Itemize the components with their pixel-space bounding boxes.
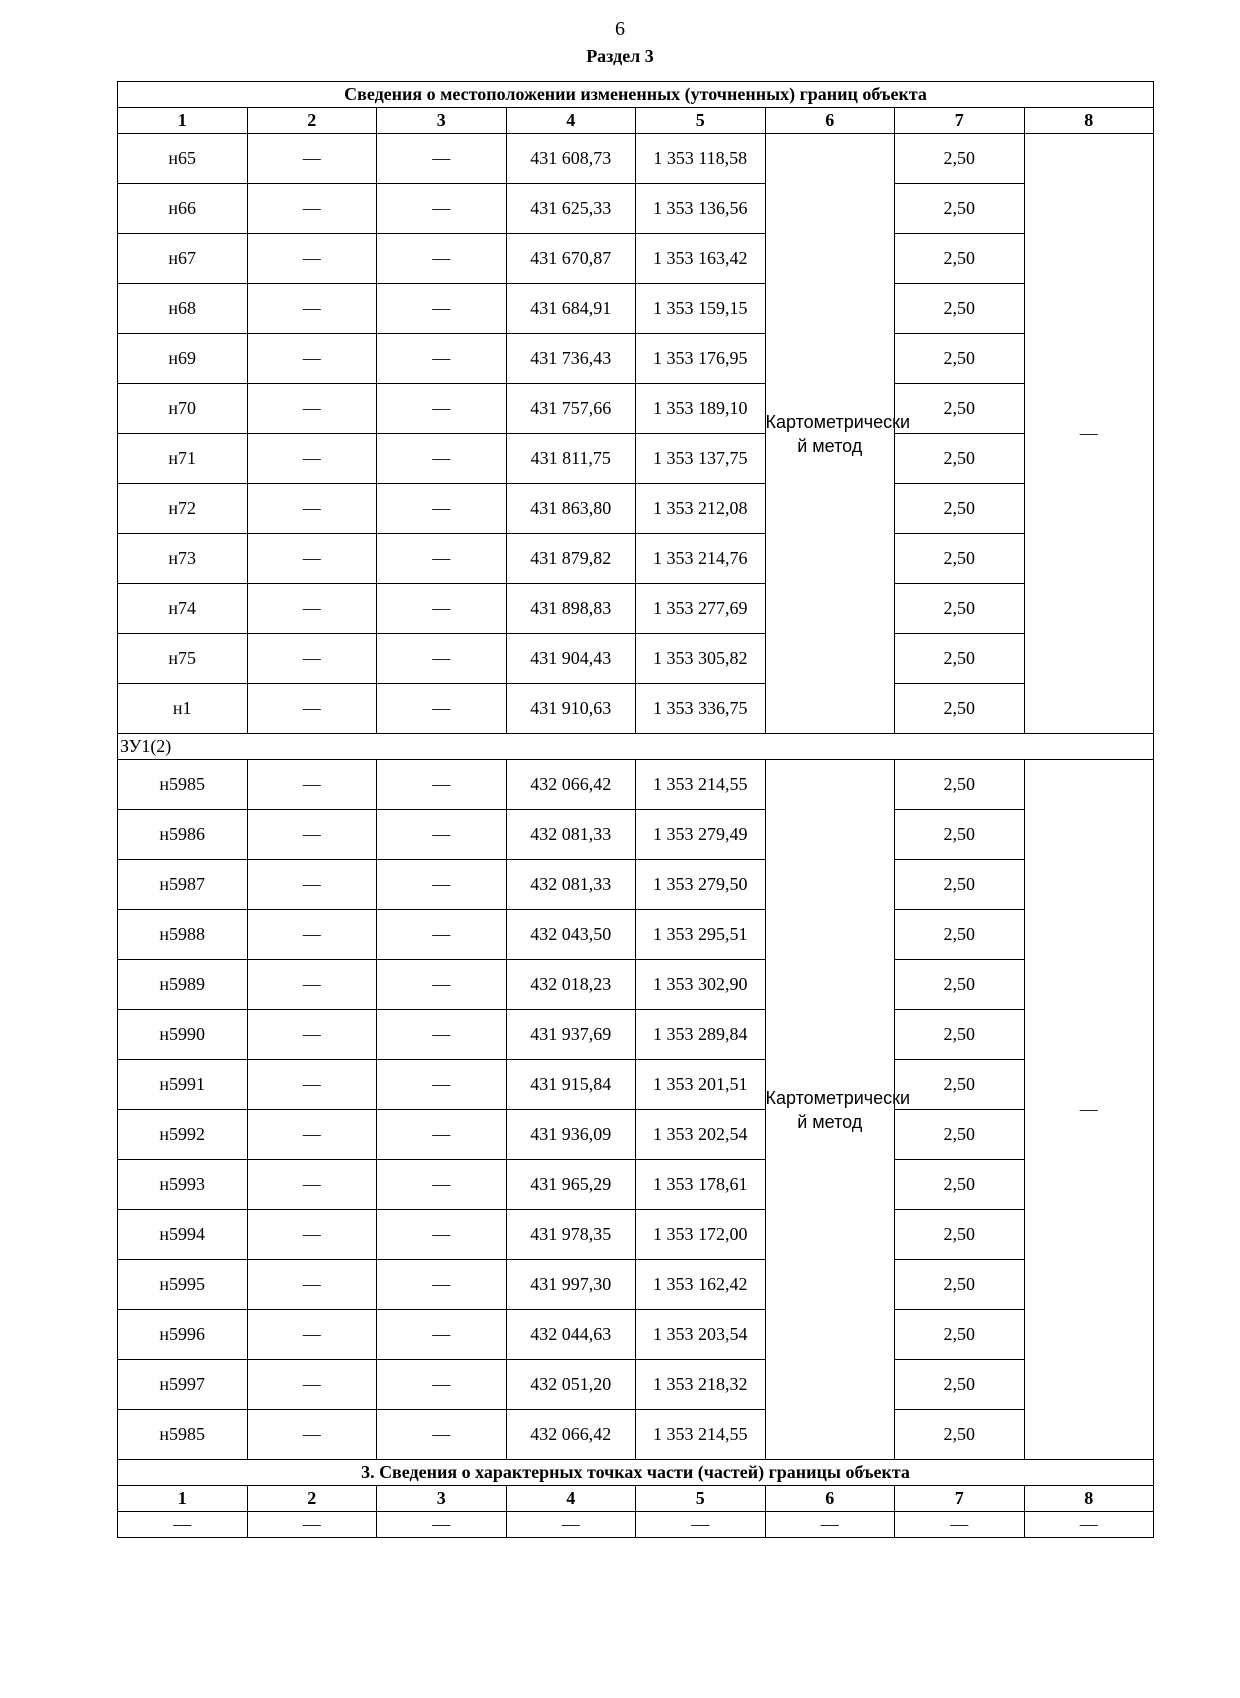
table-row	[118, 1260, 1154, 1310]
x-coordinate: 431 937,69	[506, 1010, 636, 1060]
col2-value: —	[247, 810, 377, 860]
col3-value: —	[377, 860, 507, 910]
point-name: н5989	[118, 960, 248, 1010]
point-name: н5995	[118, 1260, 248, 1310]
column-header-3: 3	[377, 1486, 507, 1512]
col2-value: —	[247, 184, 377, 234]
x-coordinate: 432 044,63	[506, 1310, 636, 1360]
col3-value: —	[377, 1260, 507, 1310]
accuracy-value: 2,50	[895, 634, 1025, 684]
x-coordinate: 431 936,09	[506, 1110, 636, 1160]
point-name: н5994	[118, 1210, 248, 1260]
table-row	[118, 810, 1154, 860]
x-coordinate: 432 066,42	[506, 1410, 636, 1460]
y-coordinate: 1 353 336,75	[636, 684, 766, 734]
accuracy-value: 2,50	[895, 1410, 1025, 1460]
section3-cell: —	[1024, 1512, 1154, 1538]
y-coordinate: 1 353 137,75	[636, 434, 766, 484]
accuracy-value: 2,50	[895, 1110, 1025, 1160]
col2-value: —	[247, 634, 377, 684]
y-coordinate: 1 353 162,42	[636, 1260, 766, 1310]
x-coordinate: 432 051,20	[506, 1360, 636, 1410]
point-name: н66	[118, 184, 248, 234]
x-coordinate: 431 997,30	[506, 1260, 636, 1310]
point-name: н72	[118, 484, 248, 534]
section3-cell: —	[506, 1512, 636, 1538]
table-row	[118, 584, 1154, 634]
col2-value: —	[247, 534, 377, 584]
x-coordinate: 431 978,35	[506, 1210, 636, 1260]
section3-title: 3. Сведения о характерных точках части (частей) границы объекта	[118, 1460, 1154, 1486]
col3-value: —	[377, 584, 507, 634]
parcel-label-row	[118, 734, 1154, 760]
x-coordinate: 431 910,63	[506, 684, 636, 734]
table-row	[118, 284, 1154, 334]
table-row	[118, 960, 1154, 1010]
table-row	[118, 1160, 1154, 1210]
table-row	[118, 334, 1154, 384]
x-coordinate: 431 736,43	[506, 334, 636, 384]
accuracy-value: 2,50	[895, 1060, 1025, 1110]
col3-value: —	[377, 334, 507, 384]
column-numbers-row	[118, 108, 1154, 134]
point-name: н5990	[118, 1010, 248, 1060]
point-name: н73	[118, 534, 248, 584]
x-coordinate: 431 904,43	[506, 634, 636, 684]
table-title: Сведения о местоположении измененных (уточненных) границ объекта	[118, 82, 1154, 108]
column-header-6: 6	[765, 108, 895, 134]
col3-value: —	[377, 1160, 507, 1210]
y-coordinate: 1 353 295,51	[636, 910, 766, 960]
x-coordinate: 431 811,75	[506, 434, 636, 484]
x-coordinate: 432 018,23	[506, 960, 636, 1010]
y-coordinate: 1 353 176,95	[636, 334, 766, 384]
col8-value: —	[1024, 134, 1154, 734]
point-name: н71	[118, 434, 248, 484]
x-coordinate: 431 898,83	[506, 584, 636, 634]
accuracy-value: 2,50	[895, 1160, 1025, 1210]
col3-value: —	[377, 810, 507, 860]
accuracy-value: 2,50	[895, 1010, 1025, 1060]
table-row	[118, 1210, 1154, 1260]
point-name: н67	[118, 234, 248, 284]
x-coordinate: 431 670,87	[506, 234, 636, 284]
point-name: н65	[118, 134, 248, 184]
parcel-label: ЗУ1(2)	[118, 734, 1154, 760]
table-row	[118, 1060, 1154, 1110]
accuracy-value: 2,50	[895, 284, 1025, 334]
y-coordinate: 1 353 172,00	[636, 1210, 766, 1260]
y-coordinate: 1 353 118,58	[636, 134, 766, 184]
accuracy-value: 2,50	[895, 810, 1025, 860]
x-coordinate: 431 684,91	[506, 284, 636, 334]
determination-method: Картометрически й метод	[765, 760, 895, 1460]
col3-value: —	[377, 760, 507, 810]
col2-value: —	[247, 1310, 377, 1360]
table-row	[118, 384, 1154, 434]
col2-value: —	[247, 584, 377, 634]
table-row	[118, 1110, 1154, 1160]
point-name: н5987	[118, 860, 248, 910]
section3-cell: —	[377, 1512, 507, 1538]
accuracy-value: 2,50	[895, 1310, 1025, 1360]
x-coordinate: 432 081,33	[506, 860, 636, 910]
accuracy-value: 2,50	[895, 584, 1025, 634]
col2-value: —	[247, 1060, 377, 1110]
page-number: 6	[615, 18, 625, 40]
y-coordinate: 1 353 277,69	[636, 584, 766, 634]
x-coordinate: 431 863,80	[506, 484, 636, 534]
col2-value: —	[247, 1260, 377, 1310]
x-coordinate: 431 625,33	[506, 184, 636, 234]
col3-value: —	[377, 484, 507, 534]
accuracy-value: 2,50	[895, 860, 1025, 910]
section-title: Раздел 3	[586, 46, 654, 66]
col3-value: —	[377, 910, 507, 960]
col3-value: —	[377, 384, 507, 434]
y-coordinate: 1 353 201,51	[636, 1060, 766, 1110]
section3-row	[118, 1512, 1154, 1538]
point-name: н69	[118, 334, 248, 384]
y-coordinate: 1 353 302,90	[636, 960, 766, 1010]
accuracy-value: 2,50	[895, 910, 1025, 960]
accuracy-value: 2,50	[895, 760, 1025, 810]
accuracy-value: 2,50	[895, 534, 1025, 584]
point-name: н1	[118, 684, 248, 734]
accuracy-value: 2,50	[895, 434, 1025, 484]
col3-value: —	[377, 634, 507, 684]
y-coordinate: 1 353 212,08	[636, 484, 766, 534]
col2-value: —	[247, 1010, 377, 1060]
point-name: н74	[118, 584, 248, 634]
table-row	[118, 684, 1154, 734]
column-header-8: 8	[1024, 108, 1154, 134]
section3-cell: —	[118, 1512, 248, 1538]
column-header-2: 2	[247, 108, 377, 134]
col2-value: —	[247, 434, 377, 484]
accuracy-value: 2,50	[895, 484, 1025, 534]
table-row	[118, 1360, 1154, 1410]
accuracy-value: 2,50	[895, 1260, 1025, 1310]
col3-value: —	[377, 1310, 507, 1360]
column-header-4: 4	[506, 1486, 636, 1512]
col2-value: —	[247, 234, 377, 284]
point-name: н68	[118, 284, 248, 334]
column-header-8: 8	[1024, 1486, 1154, 1512]
column-header-1: 1	[118, 108, 248, 134]
x-coordinate: 432 081,33	[506, 810, 636, 860]
col3-value: —	[377, 1210, 507, 1260]
y-coordinate: 1 353 189,10	[636, 384, 766, 434]
section3-cell: —	[765, 1512, 895, 1538]
section3-title-row	[118, 1460, 1154, 1486]
col2-value: —	[247, 284, 377, 334]
col3-value: —	[377, 1360, 507, 1410]
column-header-5: 5	[636, 108, 766, 134]
y-coordinate: 1 353 214,76	[636, 534, 766, 584]
y-coordinate: 1 353 214,55	[636, 760, 766, 810]
table-row	[118, 134, 1154, 184]
table-row	[118, 534, 1154, 584]
y-coordinate: 1 353 203,54	[636, 1310, 766, 1360]
y-coordinate: 1 353 214,55	[636, 1410, 766, 1460]
point-name: н70	[118, 384, 248, 434]
x-coordinate: 432 043,50	[506, 910, 636, 960]
x-coordinate: 431 965,29	[506, 1160, 636, 1210]
column-header-4: 4	[506, 108, 636, 134]
accuracy-value: 2,50	[895, 134, 1025, 184]
point-name: н5985	[118, 1410, 248, 1460]
col2-value: —	[247, 384, 377, 434]
col2-value: —	[247, 860, 377, 910]
col3-value: —	[377, 1060, 507, 1110]
col2-value: —	[247, 134, 377, 184]
point-name: н5986	[118, 810, 248, 860]
column-header-1: 1	[118, 1486, 248, 1512]
col3-value: —	[377, 1010, 507, 1060]
x-coordinate: 431 757,66	[506, 384, 636, 434]
col3-value: —	[377, 134, 507, 184]
boundary-table	[117, 81, 1154, 1538]
col3-value: —	[377, 1410, 507, 1460]
accuracy-value: 2,50	[895, 184, 1025, 234]
section3-cell: —	[247, 1512, 377, 1538]
y-coordinate: 1 353 202,54	[636, 1110, 766, 1160]
col2-value: —	[247, 910, 377, 960]
table-row	[118, 860, 1154, 910]
y-coordinate: 1 353 279,49	[636, 810, 766, 860]
accuracy-value: 2,50	[895, 334, 1025, 384]
section3-column-numbers-row	[118, 1486, 1154, 1512]
accuracy-value: 2,50	[895, 384, 1025, 434]
col2-value: —	[247, 1210, 377, 1260]
column-header-7: 7	[895, 108, 1025, 134]
column-header-2: 2	[247, 1486, 377, 1512]
accuracy-value: 2,50	[895, 1210, 1025, 1260]
y-coordinate: 1 353 305,82	[636, 634, 766, 684]
col2-value: —	[247, 1410, 377, 1460]
table-row	[118, 634, 1154, 684]
point-name: н75	[118, 634, 248, 684]
y-coordinate: 1 353 178,61	[636, 1160, 766, 1210]
y-coordinate: 1 353 163,42	[636, 234, 766, 284]
accuracy-value: 2,50	[895, 960, 1025, 1010]
col2-value: —	[247, 684, 377, 734]
section3-cell: —	[636, 1512, 766, 1538]
col2-value: —	[247, 1110, 377, 1160]
point-name: н5997	[118, 1360, 248, 1410]
point-name: н5991	[118, 1060, 248, 1110]
col2-value: —	[247, 1160, 377, 1210]
col3-value: —	[377, 534, 507, 584]
col3-value: —	[377, 234, 507, 284]
table-row	[118, 910, 1154, 960]
x-coordinate: 432 066,42	[506, 760, 636, 810]
x-coordinate: 431 608,73	[506, 134, 636, 184]
table-row	[118, 434, 1154, 484]
col3-value: —	[377, 960, 507, 1010]
section3-cell: —	[895, 1512, 1025, 1538]
col2-value: —	[247, 484, 377, 534]
y-coordinate: 1 353 218,32	[636, 1360, 766, 1410]
col3-value: —	[377, 684, 507, 734]
col2-value: —	[247, 1360, 377, 1410]
table-row	[118, 1310, 1154, 1360]
col3-value: —	[377, 1110, 507, 1160]
column-header-5: 5	[636, 1486, 766, 1512]
col3-value: —	[377, 184, 507, 234]
y-coordinate: 1 353 136,56	[636, 184, 766, 234]
table-row	[118, 1010, 1154, 1060]
accuracy-value: 2,50	[895, 1360, 1025, 1410]
col8-value: —	[1024, 760, 1154, 1460]
table-row	[118, 1410, 1154, 1460]
column-header-3: 3	[377, 108, 507, 134]
y-coordinate: 1 353 289,84	[636, 1010, 766, 1060]
column-header-7: 7	[895, 1486, 1025, 1512]
y-coordinate: 1 353 159,15	[636, 284, 766, 334]
x-coordinate: 431 915,84	[506, 1060, 636, 1110]
table-row	[118, 484, 1154, 534]
point-name: н5996	[118, 1310, 248, 1360]
point-name: н5993	[118, 1160, 248, 1210]
col2-value: —	[247, 334, 377, 384]
point-name: н5988	[118, 910, 248, 960]
point-name: н5992	[118, 1110, 248, 1160]
column-header-6: 6	[765, 1486, 895, 1512]
y-coordinate: 1 353 279,50	[636, 860, 766, 910]
point-name: н5985	[118, 760, 248, 810]
x-coordinate: 431 879,82	[506, 534, 636, 584]
col3-value: —	[377, 284, 507, 334]
table-row	[118, 184, 1154, 234]
col2-value: —	[247, 760, 377, 810]
col2-value: —	[247, 960, 377, 1010]
accuracy-value: 2,50	[895, 684, 1025, 734]
col3-value: —	[377, 434, 507, 484]
determination-method: Картометрически й метод	[765, 134, 895, 734]
table-row	[118, 760, 1154, 810]
accuracy-value: 2,50	[895, 234, 1025, 284]
table-row	[118, 234, 1154, 284]
